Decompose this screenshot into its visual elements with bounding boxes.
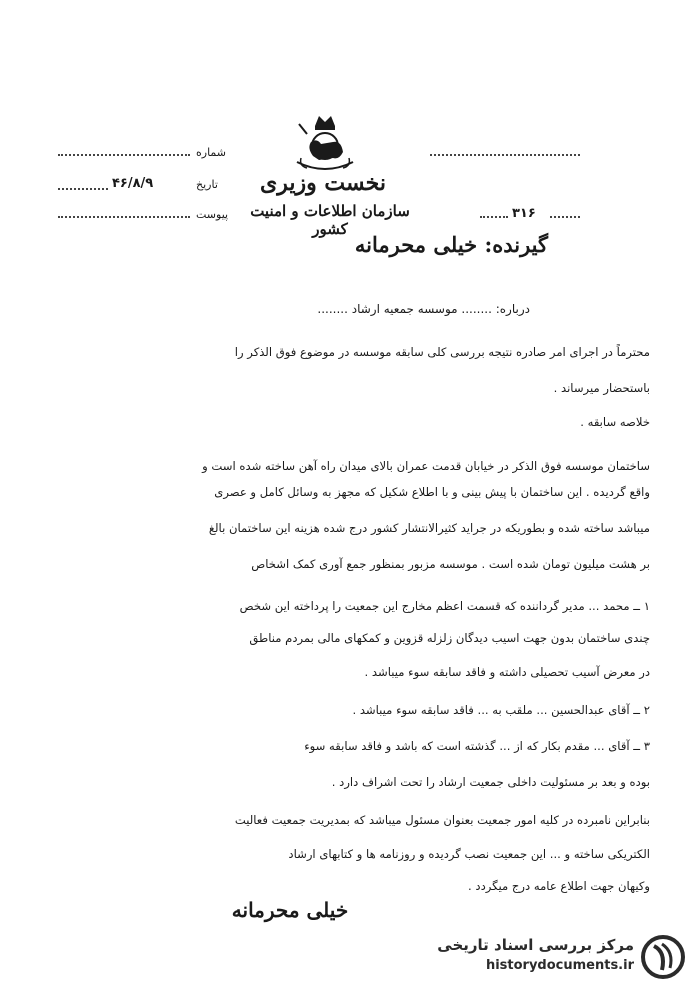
body-line: باستحضار میرساند . bbox=[553, 381, 650, 395]
attachment-label: پیوست bbox=[196, 208, 229, 221]
body-line: بنابراین نامبرده در کلیه امور جمعیت بعنوان مسئول میباشد که بمدیریت جمعیت فعالیت bbox=[234, 813, 650, 827]
right-top-dots bbox=[430, 154, 580, 156]
body-line: وکیهان جهت اطلاع عامه درج میگردد . bbox=[468, 879, 650, 893]
organization-name: سازمان اطلاعات و امنیت کشور bbox=[250, 202, 410, 238]
body-line: بوده و بعد بر مسئولیت داخلی جمعیت ارشاد را تحت اشراف دارد . bbox=[331, 775, 650, 789]
body-line: ۲ ــ آقای عبدالحسین ... ملقب به ... فاقد سابقه سوء میباشد . bbox=[352, 703, 650, 717]
signature-stamp: خیلی محرمانه bbox=[231, 898, 349, 922]
date-dots bbox=[58, 188, 108, 190]
body-line: چندی ساختمان بدون جهت اسیب دیدگان زلزله قزوین و کمکهای مالی بمردم مناطق bbox=[249, 631, 650, 645]
body-line: محترماً در اجرای امر صادره نتیجه بررسی کلی سابقه موسسه در موضوع فوق الذکر را bbox=[234, 345, 650, 359]
recipient-line: گیرنده: خیلی محرمانه bbox=[354, 232, 548, 257]
archive-watermark bbox=[418, 934, 688, 980]
number-value: ۳۱۶ bbox=[512, 206, 536, 221]
body-line: در معرض آسیب تحصیلی داشته و فاقد سابقه سوء میباشد . bbox=[364, 665, 650, 679]
body-line: بر هشت میلیون تومان شده است . موسسه مزبور بمنظور جمع آوری کمک اشخاص bbox=[251, 557, 650, 571]
ministry-title: نخست وزیری bbox=[260, 170, 386, 196]
body-line: ۱ ــ محمد ... مدیر گرداننده که قسمت اعظم مخارج این جمعیت را پرداخته این شخص bbox=[239, 599, 650, 613]
body-line: واقع گردیده . این ساختمان با پیش بینی و با اطلاع شکیل که مجهز به وسائل کامل و عصری bbox=[214, 485, 650, 499]
body-line: خلاصه سابقه . bbox=[580, 415, 650, 429]
number-dots bbox=[58, 154, 190, 156]
subject-line: درباره: ........ موسسه جمعیه ارشاد ........ bbox=[317, 302, 530, 316]
right-number-dots bbox=[480, 216, 508, 218]
attachment-dots bbox=[58, 216, 190, 218]
body-line: ساختمان موسسه فوق الذکر در خیابان قدمت عمران بالای میدان راه آهن ساخته شده است و bbox=[202, 459, 650, 473]
archive-logo-icon bbox=[640, 934, 686, 980]
right-number-dots-2 bbox=[550, 216, 580, 218]
watermark-url: historydocuments.ir bbox=[485, 958, 634, 973]
body-line: الکتریکی ساخته و ... این جمعیت نصب گردیده و روزنامه ها و کتابهای ارشاد bbox=[288, 847, 650, 861]
number-label: شماره bbox=[196, 146, 227, 159]
date-value: ۴۶/۸/۹ bbox=[112, 176, 154, 191]
watermark-name: مرکز بررسی اسناد تاریخی bbox=[437, 936, 634, 954]
date-label: تاریخ bbox=[196, 178, 218, 191]
body-line: ۳ ــ آقای ... مقدم بکار که از ... گذشته است که باشد و فاقد سابقه سوء bbox=[304, 739, 650, 753]
lion-sun-emblem-icon bbox=[293, 112, 357, 178]
body-line: میباشد ساخته شده و بطوریکه در جراید کثیرالانتشار کشور درج شده هزینه این ساختمان بالغ bbox=[208, 521, 650, 535]
